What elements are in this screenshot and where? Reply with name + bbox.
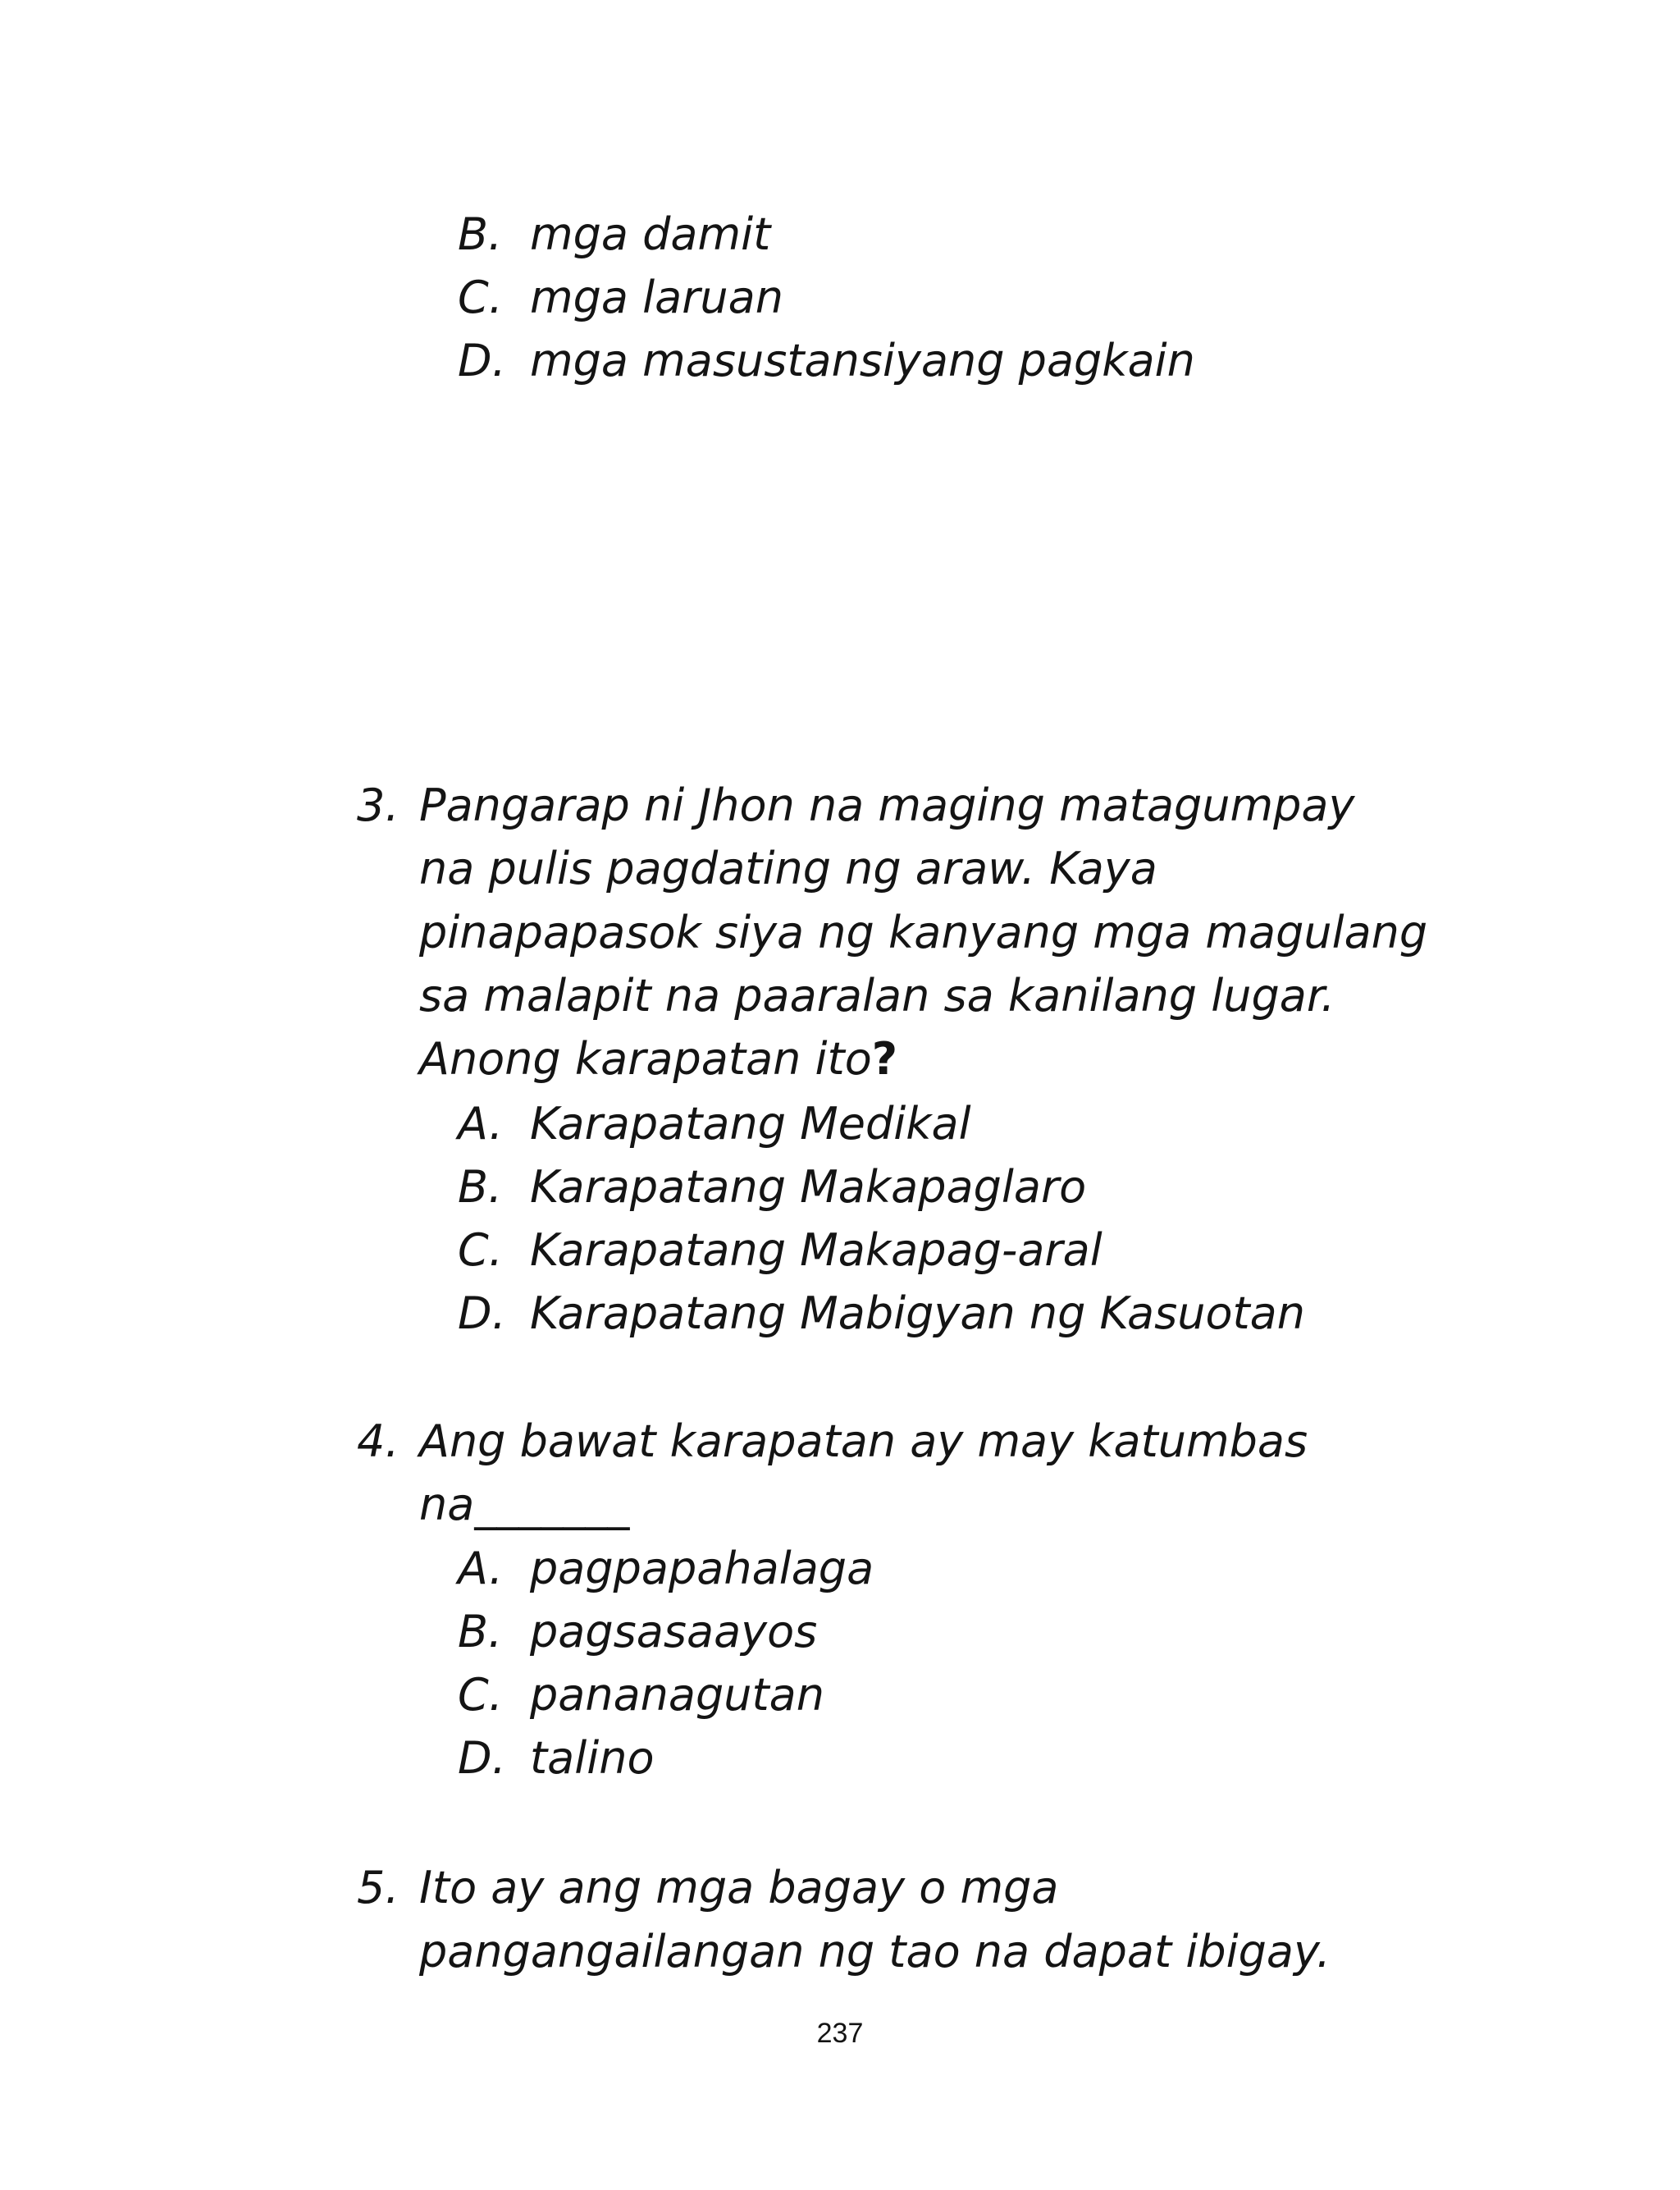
- question-text-line: pinapapasok siya ng kanyang mga magulang: [419, 907, 1428, 958]
- option-letter: D.: [458, 335, 506, 386]
- option-text: Karapatang Makapaglaro: [530, 1161, 1087, 1213]
- page-number: 237: [816, 2018, 864, 2049]
- option-text: mga damit: [530, 208, 771, 260]
- question-text-line: na_______: [419, 1479, 630, 1530]
- question-text: Anong karapatan ito: [419, 1033, 872, 1085]
- option-letter: D.: [458, 1732, 506, 1784]
- question-text-line: Ang bawat karapatan ay may katumbas: [419, 1415, 1308, 1467]
- option-letter: C.: [458, 272, 503, 323]
- option-letter: B.: [458, 1606, 503, 1657]
- option-letter: A.: [458, 1098, 504, 1150]
- option-text: pagpapahalaga: [530, 1543, 874, 1594]
- option-text: mga laruan: [530, 272, 783, 323]
- option-letter: A.: [458, 1543, 504, 1594]
- option-text: mga masustansiyang pagkain: [530, 335, 1195, 386]
- option-text: Karapatang Medikal: [530, 1098, 971, 1150]
- option-letter: D.: [458, 1287, 506, 1339]
- question-text-line: sa malapit na paaralan sa kanilang lugar.: [419, 970, 1335, 1022]
- question-text-last-line: [419, 1027, 897, 1091]
- question-text-line: Pangarap ni Jhon na maging matagumpay: [419, 780, 1355, 831]
- option-text: Karapatang Mabigyan ng Kasuotan: [530, 1287, 1305, 1339]
- option-text: pananagutan: [530, 1669, 824, 1721]
- option-text: talino: [530, 1732, 655, 1784]
- question-text-line: Ito ay ang mga bagay o mga: [419, 1862, 1059, 1913]
- question-mark: ?: [871, 1033, 898, 1085]
- question-number: 3.: [357, 780, 399, 831]
- option-letter: C.: [458, 1224, 503, 1276]
- option-letter: B.: [458, 1161, 503, 1213]
- question-number: 4.: [357, 1415, 399, 1467]
- question-number: 5.: [357, 1862, 399, 1913]
- option-letter: C.: [458, 1669, 503, 1721]
- option-text: Karapatang Makapag-aral: [530, 1224, 1102, 1276]
- option-letter: B.: [458, 208, 503, 260]
- option-text: pagsasaayos: [530, 1606, 818, 1657]
- question-text-line: pangangailangan ng tao na dapat ibigay.: [419, 1926, 1331, 1977]
- question-text-line: na pulis pagdating ng araw. Kaya: [419, 843, 1157, 894]
